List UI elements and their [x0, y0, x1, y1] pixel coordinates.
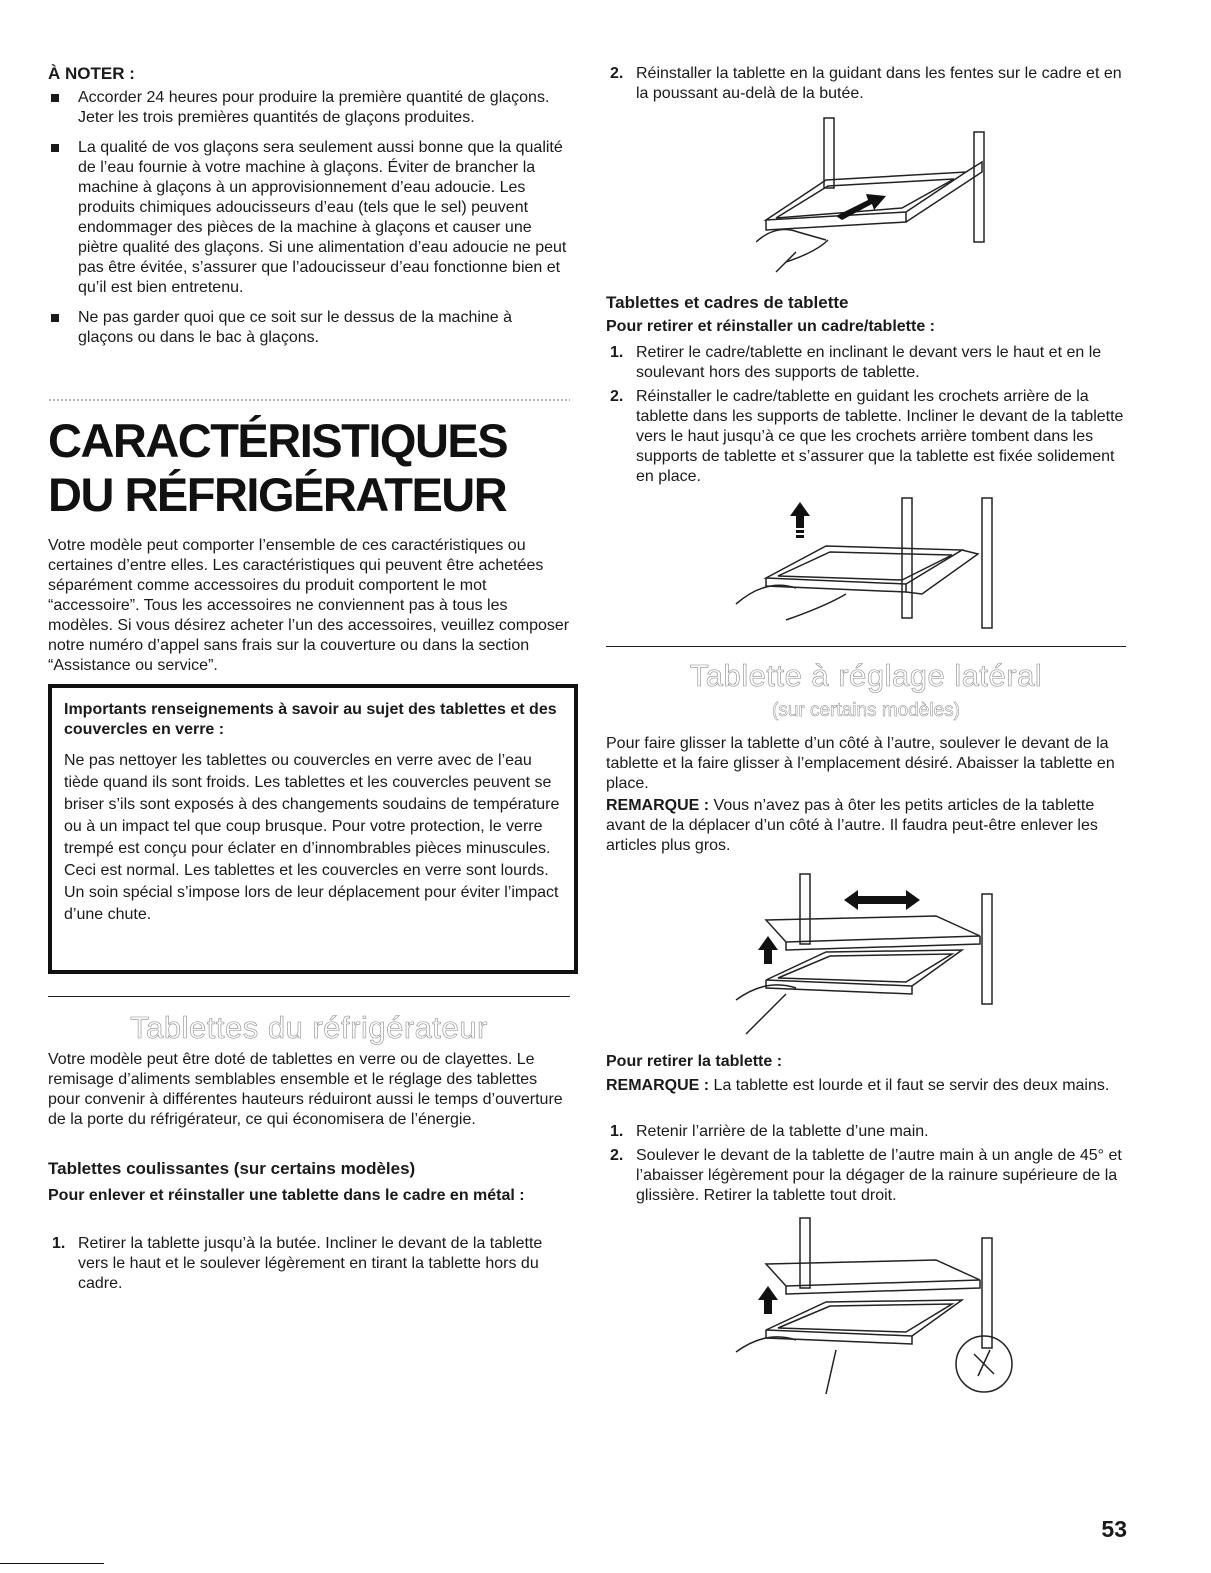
list-item — [606, 387, 1126, 487]
shelf-removal-illustration — [726, 1214, 1016, 1404]
shelf-slide-in-illustration — [756, 112, 996, 282]
warning-box-body: Ne pas nettoyer les tablettes ou couvercles en verre avec de l’eau tiède quand ils sont froids. Les tablettes et les couvercles peuvent se briser s’ils sont exposés à des changements soudains de température ou à un impact tel que coup brusque. Pour votre protection, le verre trempé est conçu pour éclater en d’innombrables pièces minuscules. Ceci est normal. Les tablettes et les couvercles en verre sont lourds. Un soin spécial s’impose lors de leur déplacement pour éviter l’impact d’une chute. — [64, 752, 560, 923]
list-item: La qualité de vos glaçons sera seulement aussi bonne que la qualité de l’eau fournie à votre machine à glaçons. Éviter de brancher la machine à glaçons à un approvisionnement d’eau adoucie. Les produits chimiques adoucisseurs d’eau (tels que le sel) peuvent endommager des pièces de la machine à glaçons et causer une piètre qualité des glaçons. Si une alimentation d’eau adoucie ne peut pas être évitée, s’assurer que l’adoucisseur d’eau fonctionne bien et qu’il est bien entretenu. — [48, 138, 570, 298]
step-number: 1. — [610, 344, 624, 361]
section-subtitle-lateral: (sur certains modèles) — [772, 700, 960, 721]
remark-label: REMARQUE : — [606, 1077, 710, 1094]
sliding-steps-list — [48, 1234, 570, 1298]
section-divider — [606, 646, 1126, 647]
list-item: Ne pas garder quoi que ce soit sur le dessus de la machine à glaçons ou dans le bac à glaçons. — [48, 308, 570, 348]
remove-remark — [606, 1076, 1126, 1096]
left-right-arrow-icon — [844, 890, 920, 910]
sliding-shelves-subheading: Pour enlever et réinstaller une tablette dans le cadre en métal : — [48, 1187, 525, 1204]
intro-paragraph: Votre modèle peut comporter l’ensemble de ces caractéristiques ou certaines d’entre elles. Les caractéristiques qui peuvent être achetées séparément comme accessoires du produit comportent le mot “accessoire”. Tous les accessoires ne conviennent pas à tous les modèles. Si vous désirez acheter l’un des accessoires, veuillez composer notre numéro d’appel sans frais sur la couverture ou dans la section “Assistance ou service”. — [48, 537, 570, 674]
list-item — [606, 343, 1126, 383]
list-item — [48, 1234, 570, 1294]
step-number: 1. — [610, 1123, 624, 1140]
shelf-arrow-icon — [836, 194, 886, 220]
slide-in-steps-list — [606, 64, 1126, 108]
step-number: 2. — [610, 65, 624, 82]
frames-steps-list — [606, 343, 1126, 491]
step-text: Réinstaller le cadre/tablette en guidant les crochets arrière de la tablette dans les supports de tablette. Incliner le devant de la tablette vers le haut jusqu’à ce que les crochets arrière tombent dans les supports de tablette et s’assurer que la tablette est fixée solidement en place. — [636, 388, 1124, 485]
page-title-line-2: DU RÉFRIGÉRATEUR — [48, 468, 507, 521]
remove-heading: Pour retirer la tablette : — [606, 1053, 783, 1070]
footer-rule — [0, 1563, 104, 1564]
step-number: 1. — [52, 1235, 66, 1252]
step-number: 2. — [610, 1147, 624, 1164]
warning-box-title: Importants renseignements à savoir au sujet des tablettes et des couvercles en verre : — [64, 701, 557, 738]
lateral-shelf-illustration — [726, 870, 1006, 1040]
remark-text: Vous n’avez pas à ôter les petits articles de la tablette avant de la déplacer d’un côté à l’autre. Il faudra peut-être enlever les articles plus gros. — [606, 797, 1098, 854]
section-divider — [48, 996, 570, 997]
up-arrow-icon — [758, 1286, 778, 1314]
section-title-lateral: Tablette à réglage latéral — [689, 658, 1043, 693]
list-item — [606, 1146, 1126, 1206]
page-title-line-1: CARACTÉRISTIQUES — [48, 414, 508, 467]
dotted-divider — [48, 398, 570, 402]
step-text: Retirer le cadre/tablette en inclinant le devant vers le haut et en le soulevant hors des supports de tablette. — [636, 344, 1102, 381]
remove-steps-list — [606, 1122, 1126, 1210]
remark-label: REMARQUE : — [606, 797, 710, 814]
up-arrow-icon — [790, 502, 810, 538]
page-title — [48, 414, 570, 522]
note-heading: À NOTER : — [48, 64, 135, 83]
list-item — [606, 64, 1126, 104]
lateral-remark — [606, 796, 1126, 856]
shelves-paragraph: Votre modèle peut être doté de tablettes en verre ou de clayettes. Le remisage d’aliments semblables ensemble et le réglage des tablettes pour convenir à différentes hauteurs réduiront aussi le temps d’ouverture de la porte du réfrigérateur, ce qui économisera de l’énergie. — [48, 1051, 563, 1128]
note-bullet-list — [48, 88, 570, 358]
step-text: Réinstaller la tablette en la guidant dans les fentes sur le cadre et en la poussant au-delà de la butée. — [636, 65, 1122, 102]
glass-warning-box — [48, 684, 578, 974]
step-text: Soulever le devant de la tablette de l’autre main à un angle de 45° et l’abaisser légèrement pour la dégager de la rainure supérieure de la glissière. Retirer la tablette tout droit. — [636, 1147, 1122, 1204]
lateral-paragraph: Pour faire glisser la tablette d’un côté à l’autre, soulever le devant de la tablette et la faire glisser à l’emplacement désiré. Abaisser la tablette en place. — [606, 735, 1115, 792]
frames-heading: Tablettes et cadres de tablette — [606, 293, 849, 312]
shelf-frame-lift-illustration — [726, 494, 1006, 634]
step-text: Retirer la tablette jusqu’à la butée. Incliner le devant de la tablette vers le haut et le soulever légèrement en tirant la tablette hors du cadre. — [78, 1235, 543, 1292]
up-arrow-icon — [758, 936, 778, 964]
section-title-shelves: Tablettes du réfrigérateur — [130, 1010, 488, 1045]
page-number: 53 — [1101, 1516, 1127, 1542]
step-text: Retenir l’arrière de la tablette d’une main. — [636, 1123, 929, 1140]
list-item — [606, 1122, 1126, 1142]
step-number: 2. — [610, 388, 624, 405]
list-item: Accorder 24 heures pour produire la première quantité de glaçons. Jeter les trois premières quantités de glaçons produites. — [48, 88, 570, 128]
frames-subheading: Pour retirer et réinstaller un cadre/tablette : — [606, 318, 935, 335]
sliding-shelves-heading: Tablettes coulissantes (sur certains modèles) — [48, 1159, 416, 1178]
remark-text: La tablette est lourde et il faut se servir des deux mains. — [709, 1077, 1110, 1094]
